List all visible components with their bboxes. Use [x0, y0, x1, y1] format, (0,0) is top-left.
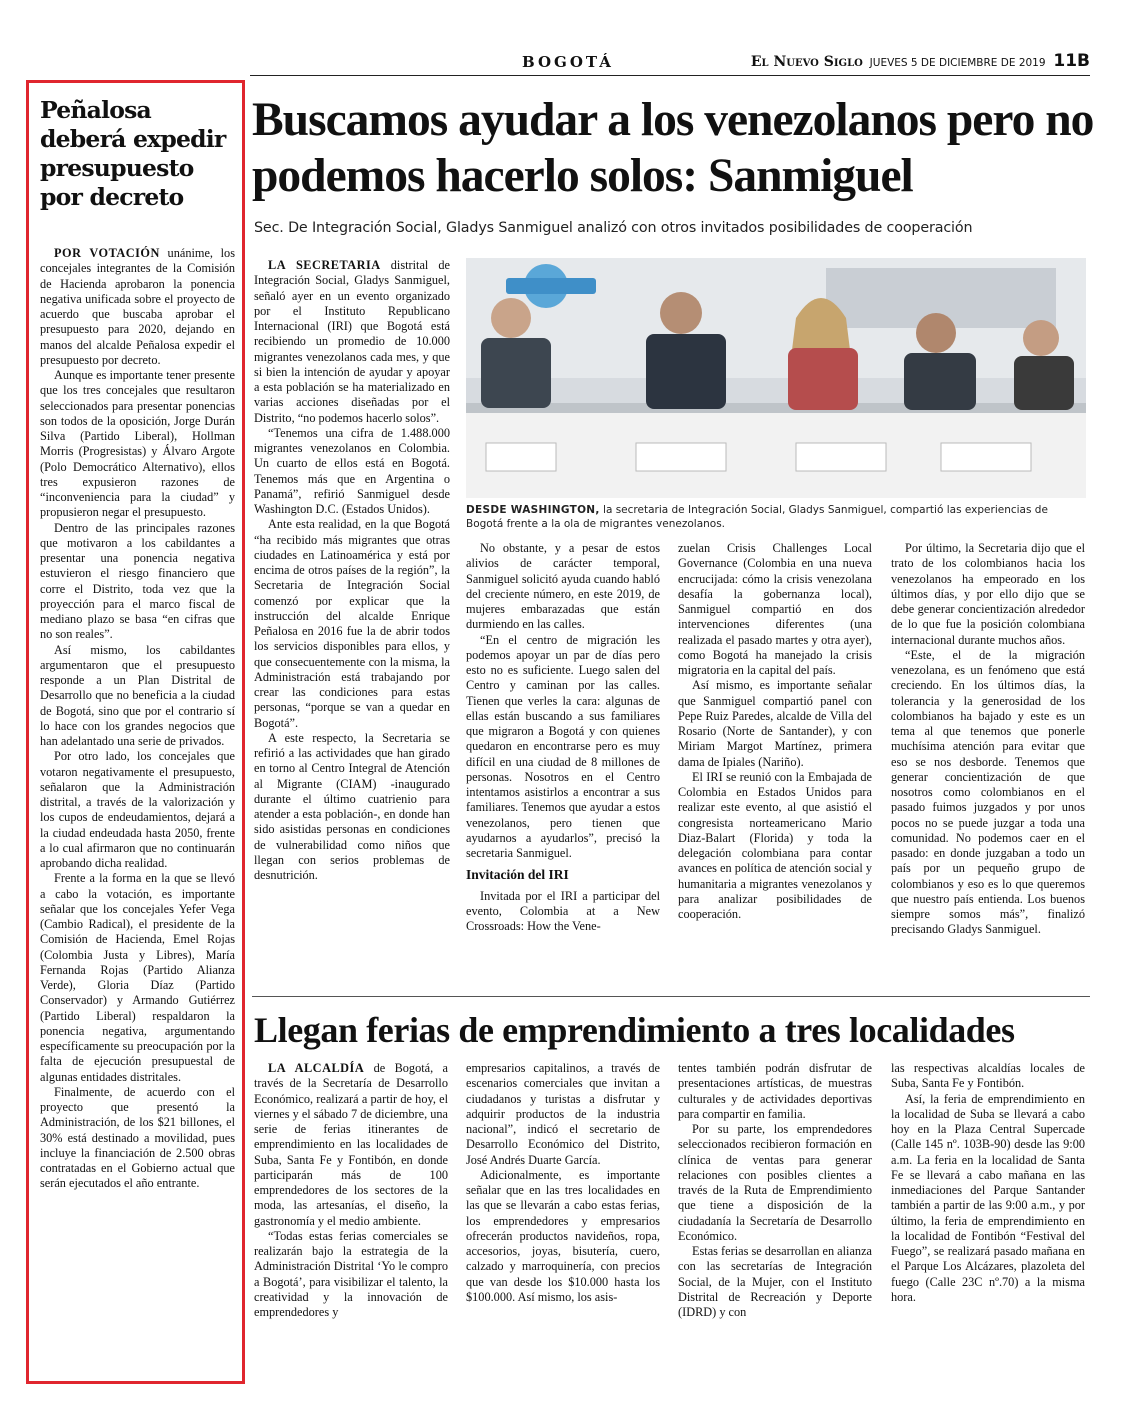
- newspaper-name: El Nuevo Siglo: [750, 54, 863, 70]
- caption-lead: DESDE WASHINGTON,: [466, 504, 600, 516]
- main-article-column-2: [466, 541, 660, 934]
- lead-in: LA ALCALDÍA: [268, 1061, 365, 1075]
- paragraph: Por último, la Secretaria dijo que el trato de los colombianos hacia los venezolanos ha empeorado en los últimos días, y por ello dijo que se debe generar concientización alrededor de lo que fue la posición colombiana internacional durante muchos años.: [891, 541, 1085, 647]
- second-article-column-2: [466, 1061, 660, 1305]
- main-headline: Buscamos ayudar a los venezolanos pero no podemos hacerlo solos: Sanmiguel: [252, 94, 1094, 202]
- paragraph: las respectivas alcaldías locales de Suba, Santa Fe y Fontibón.: [891, 1061, 1085, 1091]
- paragraph: POR VOTACIÓN unánime, los concejales integrantes de la Comisión de Hacienda aprobaron la ponencia negativa unificada sobre el proyecto de acuerdo que buscaba aprobar el presupuesto para 2020, dejando en manos del alcalde Peñalosa expedir el presupuesto por decreto.: [40, 246, 235, 367]
- second-headline: Llegan ferias de emprendimiento a tres localidades: [254, 1010, 1015, 1050]
- photo-caption: DESDE WASHINGTON, la secretaria de Integración Social, Gladys Sanmiguel, compartió las experiencias de Bogotá frente a la ola de migrantes venezolanos.: [466, 504, 1048, 530]
- paragraph: Adicionalmente, es importante señalar que en las tres localidades en las que se llevarán a cabo estas ferias, los emprendedores y empresarios ofrecerán productos navideños, ropa, accesorios, joyas, bisutería, cuero, calzado y marroquinería, con precios que van desde los $10.000 hasta los $100.000. Así mismo, los asis-: [466, 1167, 660, 1304]
- paragraph: Invitada por el IRI a participar del evento, Colombia at a New Crossroads: How the Vene-: [466, 888, 660, 933]
- paragraph: Por su parte, los emprendedores seleccionados recibieron formación en clínica de ventas para generar relaciones con posibles clientes a través de la Ruta de Emprendimiento que tiene a disposición de la ciudadanía la Secretaría de Desarrollo Económico.: [678, 1122, 872, 1243]
- page-header: [250, 50, 1090, 76]
- paragraph: No obstante, y a pesar de estos alivios de carácter temporal, Sanmiguel solicitó ayuda cuando habló del creciente número, en este 2019, de mujeres embarazadas que están durmiendo en las calles.: [466, 541, 660, 632]
- paragraph: tentes también podrán disfrutar de presentaciones artísticas, de muestras culturales y de actividades deportivas para compartir en familia.: [678, 1061, 872, 1121]
- second-article-column-3: [678, 1061, 872, 1320]
- paragraph: “Este, el de la migración venezolana, es un fenómeno que está creciendo. En los últimos días, la tolerancia y la generosidad de los colombianos ha bajado y este es un tema al que tenemos que ponerle muchísima atención para evitar que eso se nos desborde. Tenemos que generar concientización de que nosotros como colombianos en el pasado fuimos juzgados y por unos pocos no se puede juzgar a toda una comunidad. No podemos caer en el pasado: en donde juzgaban a todo un país por un pequeño grupo de colombianos y eso es lo que queremos que nuestro país entienda. Los buenos siempre somos más”, finalizó precisando Gladys Sanmiguel.: [891, 647, 1085, 937]
- paragraph: A este respecto, la Secretaria se refirió a las actividades que han girado en torno al Centro Integral de Atención al Migrante (CIAM) -inaugurado durante el último cuatrienio para atender a esta población-, en donde han sido asistidas personas en condiciones de vulnerabilidad como niños que llegan con serios problemas de desnutrición.: [254, 730, 450, 882]
- main-article-column-1: [254, 258, 450, 883]
- paragraph: empresarios capitalinos, a través de escenarios comerciales que invitan a ciudadanos y turistas a disfrutar y adquirir productos de la industria nacional”, indicó el secretario de Desarrollo Económico del Distrito, José Andrés Duarte García.: [466, 1061, 660, 1167]
- paragraph: Aunque es importante tener presente que los tres concejales que resultaron seleccionados para presentar ponencias son todos de la oposición, Jorge Durán Silva (Partido Liberal), Hollman Morris (Progresistas) y Álvaro Argote (Polo Democrático Alternativo), ellos tres expusieron razones de “inconveniencia para la ciudad” y propusieron negar el presupuesto.: [40, 368, 235, 520]
- paragraph: Ante esta realidad, en la que Bogotá “ha recibido más migrantes que otras ciudades en Latinoamérica y está por encima de otros países de la región”, la Secretaria de Integración Social comenzó por explicar que la instrucción del alcalde Enrique Peñalosa en 2016 fue la de abrir todos los servicios disponibles para ellos, y que consecuentemente con la misma, la Administración está trabajando por crear las condiciones para estas personas, “porque se van a quedar en Bogotá”.: [254, 517, 450, 730]
- masthead: [751, 51, 1090, 71]
- paragraph: Así mismo, es importante señalar que Sanmiguel compartió panel con Pepe Ruiz Paredes, alcalde de Villa del Rosario (Norte de Santander), y con Miriam Margot Martínez, primera dama de Ipiales (Nariño).: [678, 678, 872, 769]
- paragraph: Así, la feria de emprendimiento en la localidad de Suba se llevará a cabo hoy en la Plaza Central Supercade (Calle 145 nº. 103B-90) desde las 9:00 a.m. La feria en la localidad de Santa Fe se llevará a cabo mañana en las inmediaciones del Parque Santander también a partir de las 9:00 a.m., y por último, la feria de emprendimiento en la localidad de Fontibón “Festival del Fuego”, se realizará pasado mañana en el Parque Los Alcázares, plazoleta del fuego (Calle 23C nº.70) a la misma hora.: [891, 1091, 1085, 1304]
- paragraph: Estas ferias se desarrollan en alianza con las secretarías de Integración Social, de la Mujer, con el Instituto Distrital de Recreación y Deporte (IDRD) y con: [678, 1244, 872, 1319]
- main-article-column-3: [678, 541, 872, 922]
- event-photo: [466, 258, 1086, 498]
- second-article-column-1: [254, 1061, 448, 1320]
- second-article-column-4: [891, 1061, 1085, 1305]
- paragraph: “Todas estas ferias comerciales se realizarán bajo la estrategia de la Administración Distrital ‘Yo le compro a Bogotá’, para visibilizar el talento, la creatividad y la innovación de emprendedores y: [254, 1228, 448, 1319]
- paragraph: Finalmente, de acuerdo con el proyecto que presentó la Administración, de los $21 billones, el 30% está destinado a movilidad, pues incluye la financiación de 2.500 obras contratadas en el Gobierno actual que serán ejecutados el año entrante.: [40, 1084, 235, 1191]
- section-name: BOGOTÁ: [522, 53, 614, 71]
- paragraph: LA SECRETARIA distrital de Integración Social, Gladys Sanmiguel, señaló ayer en un evento organizado por el Instituto Republicano Internacional (IRI) que Bogotá está recibiendo un promedio de 10.000 migrantes venezolanos cada mes, y que si bien la intención de ayudar y apoyar a esta población se ha materializado en varias acciones diseñadas por el Distrito, “no podemos hacerlo solos”.: [254, 258, 450, 425]
- paragraph: zuelan Crisis Challenges Local Governance (Colombia en una nueva encrucijada: cómo la crisis venezolana desafía la gobernanza local), Sanmiguel compartió en dos intervenciones diferentes (una realizada el pasado martes y otra ayer), como Bogotá ha manejado la crisis migratoria en la capital del país.: [678, 541, 872, 677]
- paragraph: Dentro de las principales razones que motivaron a los cabildantes a presentar una ponencia negativa estuvieron el riesgo financiero que corre el Distrito, toda vez que la proyección para el marco fiscal de mediano plazo se basa “en cifras que no son reales”.: [40, 520, 235, 642]
- main-subheadline: Sec. De Integración Social, Gladys Sanmiguel analizó con otros invitados posibilidades de cooperación: [254, 220, 973, 236]
- sidebar-headline: Peñalosa deberá expedir presupuesto por decreto: [40, 96, 226, 211]
- article-divider: [252, 996, 1090, 997]
- paragraph: El IRI se reunió con la Embajada de Colombia en Estados Unidos para realizar este evento, al que asistió el congresista norteamericano Mario Diaz-Balart (Florida) y toda la delegación colombiana para contar avances en política de atención social y humanitaria a migrantes venezolanos y para analizar posibilidades de cooperación.: [678, 769, 872, 921]
- lead-in: POR VOTACIÓN: [54, 246, 160, 260]
- lead-in: LA SECRETARIA: [268, 258, 381, 272]
- paragraph: “Tenemos una cifra de 1.488.000 migrantes venezolanos en Colombia. Un cuarto de ellos está en Bogotá. Tenemos más que en Argentina o Panamá”, refirió Sanmiguel desde Washington D.C. (Estados Unidos).: [254, 425, 450, 516]
- paragraph: “En el centro de migración les podemos apoyar un par de días pero esto no es suficiente. Luego salen del Centro y caminan por las calles. Tienen que verles la cara: algunas de ellas están buscando a sus familiares que migraron a Bogotá y con quienes quedaron en encontrarse pero es muy difícil en una ciudad de 8 millones de personas. Nosotros en el Centro intentamos asistirlos a encontrar a sus familiares. Tenemos que ayudar a estos venezolanos, pero tienen que ayudarnos a ayudarlos”, precisó la secretaria Sanmiguel.: [466, 632, 660, 860]
- panel-discussion-image: [466, 258, 1086, 498]
- paragraph: LA ALCALDÍA de Bogotá, a través de la Secretaría de Desarrollo Económico, realizará a partir de hoy, el viernes y el sábado 7 de diciembre, una serie de ferias itinerantes de emprendimiento en las localidades de Suba, Santa Fe y Fontibón, en donde participarán más de 100 emprendedores de los sectores de la moda, las artesanías, el diseño, la gastronomía y el medio ambiente.: [254, 1061, 449, 1228]
- issue-date: JUEVES 5 DE DICIEMBRE DE 2019: [869, 57, 1046, 69]
- paragraph: Así mismo, los cabildantes argumentaron que el presupuesto responde a un Plan Distrital de Desarrollo que no beneficia a la ciudad de Bogotá, sino que por el contrario sí lo hace con los grandes negocios que han adelantado una serie de privados.: [40, 642, 235, 748]
- paragraph: Frente a la forma en la que se llevó a cabo la votación, es importante señalar que los concejales Yefer Vega (Cambio Radical), el presidente de la Comisión de Hacienda, Emel Rojas (Colombia Justa y Libres), María Fernanda Rojas (Partido Alianza Verde), Gloria Díaz (Partido Conservador) y Armando Gutiérrez (Partido Liberal) respaldaron la ponencia negativa, argumentando específicamente su preocupación por la falta de ejecución presupuestal de algunas entidades distritales.: [40, 871, 235, 1084]
- main-article-column-4: [891, 541, 1085, 938]
- section-subheading: Invitación del IRI: [466, 867, 569, 883]
- page-number: 11B: [1053, 51, 1090, 71]
- paragraph: Por otro lado, los concejales que votaron negativamente el presupuesto, señalaron que la Administración distrital, a través de la valorización y los cupos de endeudamientos, dejará a la ciudad endeudada hasta 2050, frente a lo cual afirmaron que no continuarán aprobando dicha realidad.: [40, 749, 235, 870]
- sidebar-article-body: [40, 246, 235, 1192]
